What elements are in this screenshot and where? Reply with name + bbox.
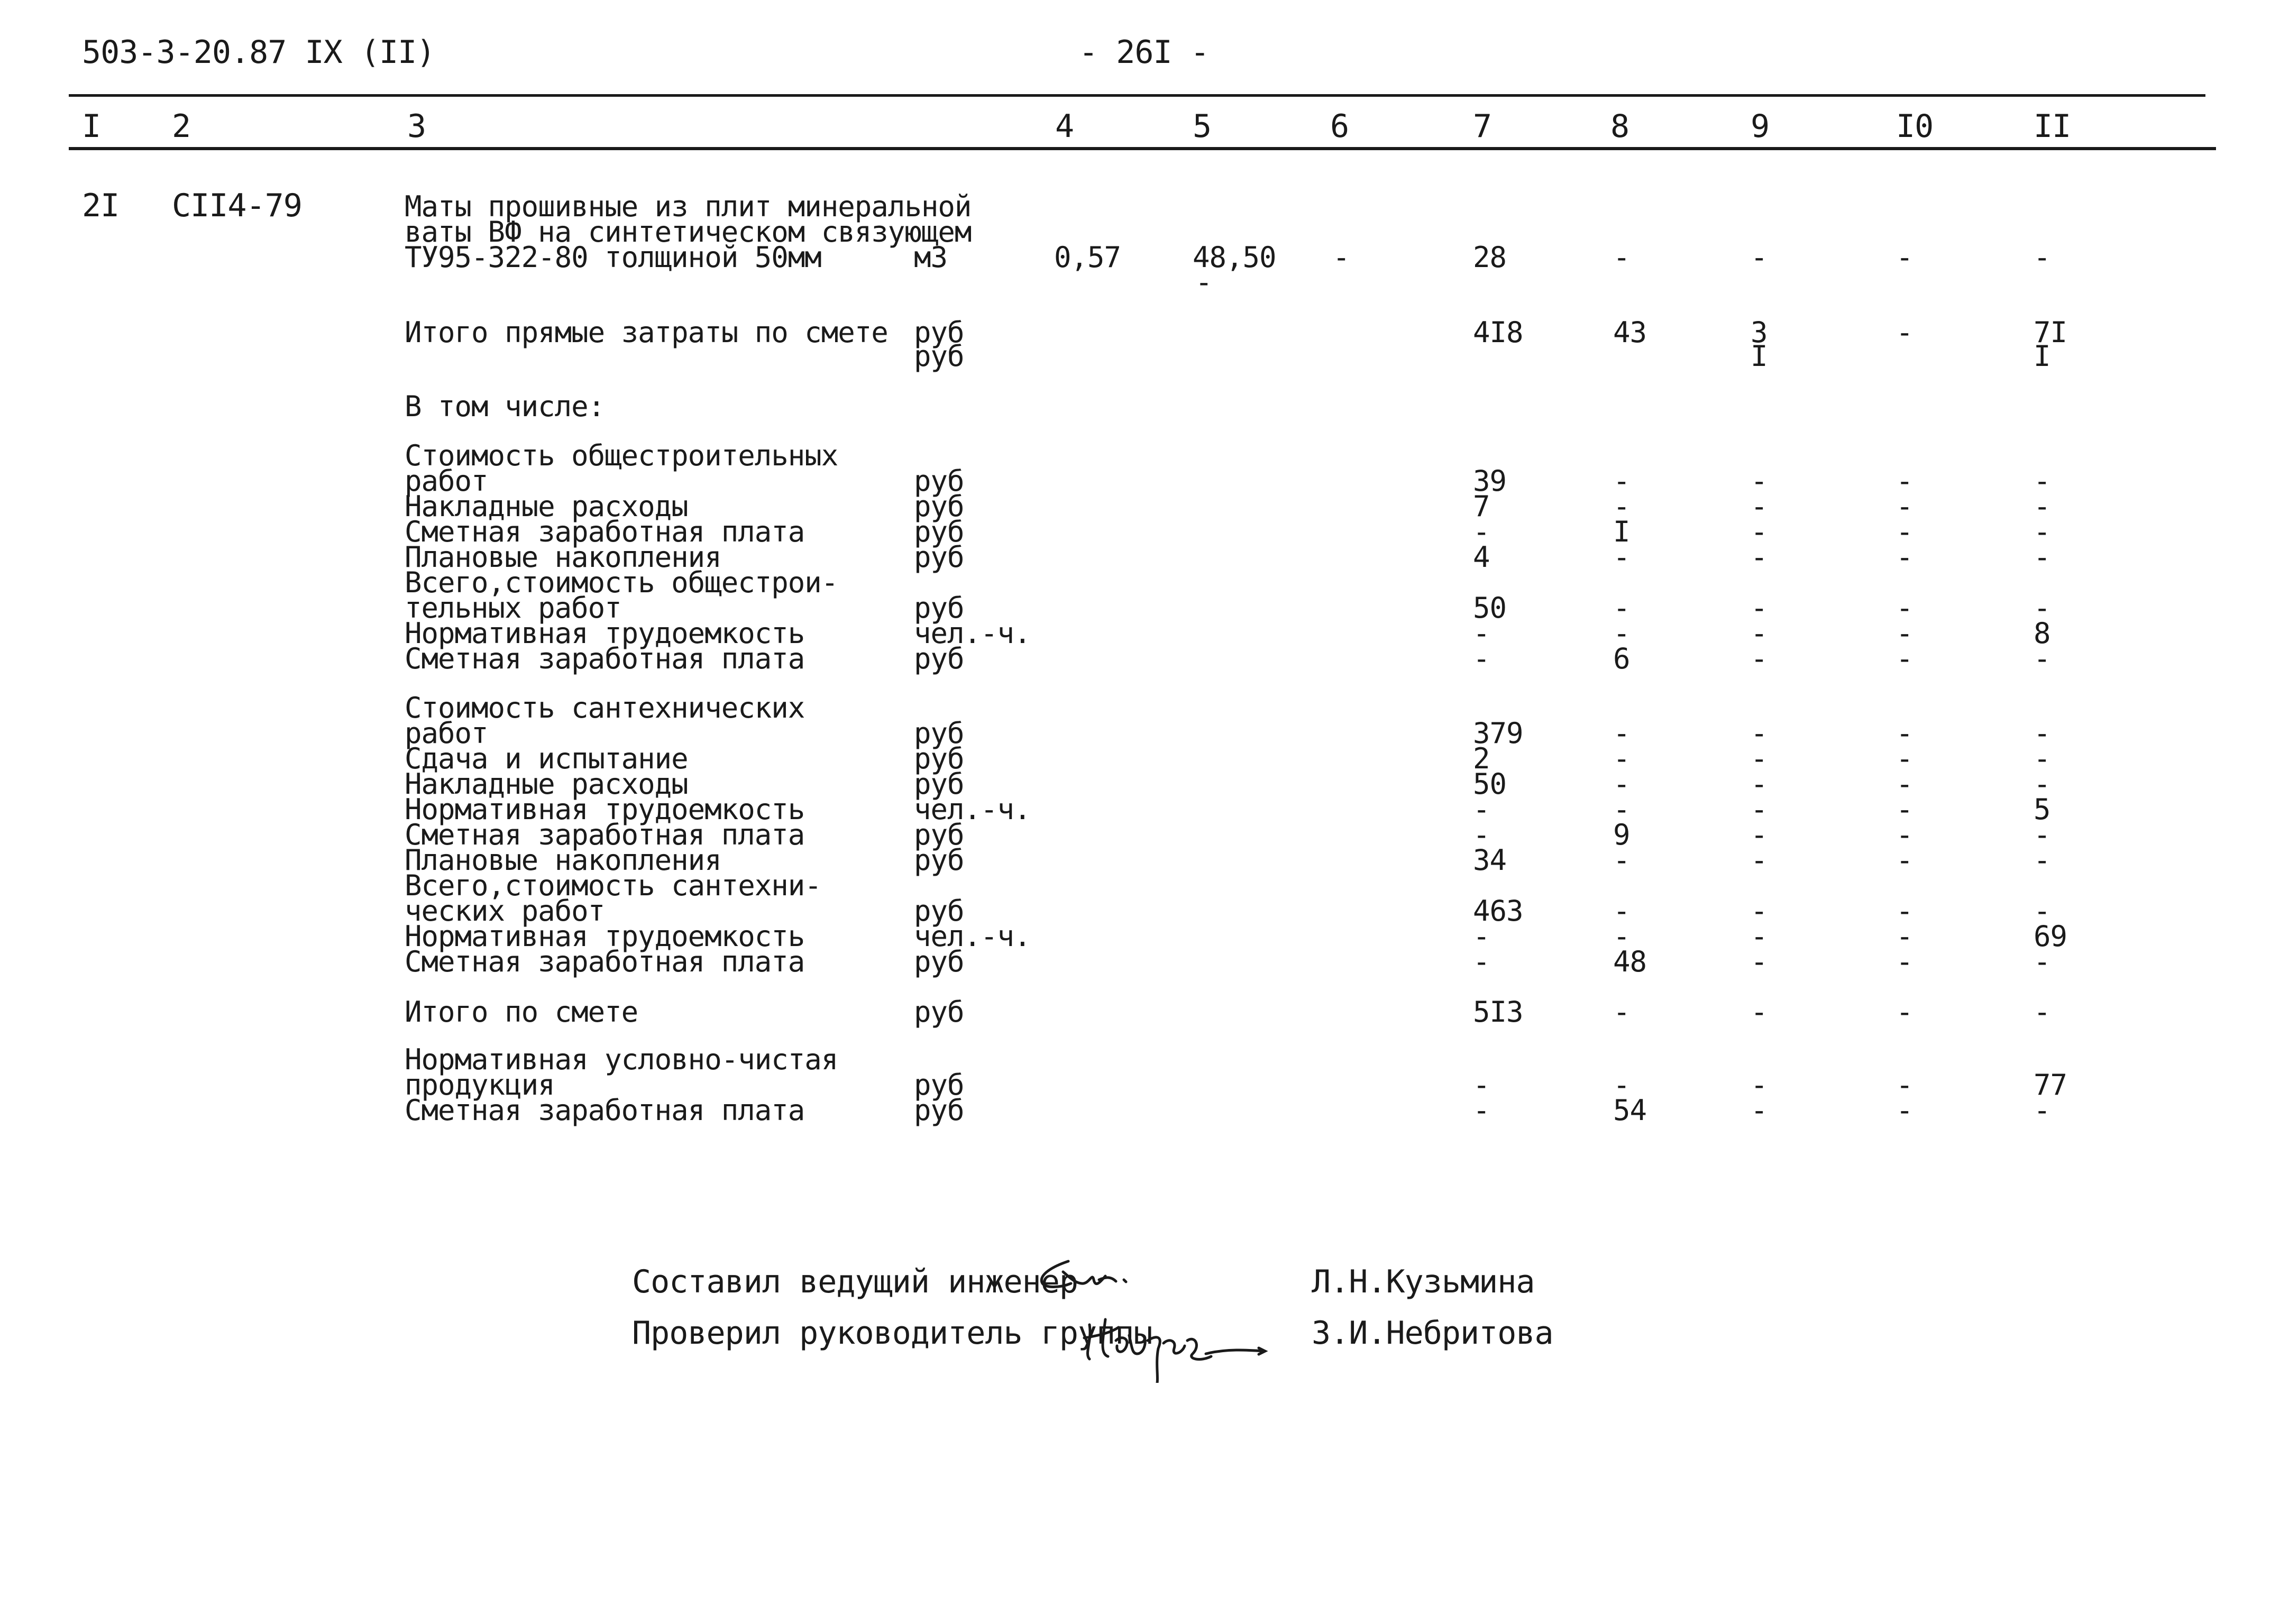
row-col9: -: [1751, 818, 1768, 851]
item-unit: м3: [914, 241, 948, 274]
column-header-7: 7: [1473, 108, 1492, 145]
row-col7: -: [1473, 515, 1490, 548]
row-label: работ: [405, 464, 488, 498]
row-col9: -: [1751, 1094, 1768, 1127]
row-col7: -: [1473, 945, 1490, 978]
row-label: Сметная заработная плата: [405, 515, 805, 548]
row-col11: 5: [2034, 793, 2050, 826]
row-col8: -: [1613, 464, 1630, 498]
page-number: - 26I -: [1079, 34, 1209, 71]
row-unit: руб: [914, 1068, 964, 1102]
item-col11: -: [2034, 241, 2050, 274]
row-col7: -: [1473, 617, 1490, 650]
row-label: Сметная заработная плата: [405, 818, 805, 851]
row-col7: -: [1473, 920, 1490, 953]
row-label: Нормативная трудоемкость: [405, 617, 805, 650]
row-col9: -: [1751, 920, 1768, 953]
total-direct-unit-2: руб: [914, 340, 964, 373]
row-unit: руб: [914, 767, 964, 801]
row-col7: 463: [1473, 894, 1523, 928]
row-col7: 379: [1473, 717, 1523, 750]
item-desc-line-2: ваты ВФ на синтетическом связующем: [405, 215, 972, 249]
item-desc-line-1: Маты прошивные из плит минеральной: [405, 190, 972, 223]
row-col11: -: [2034, 591, 2050, 625]
row-col8: -: [1613, 591, 1630, 625]
row-col7: -: [1473, 1094, 1490, 1127]
row-label: тельных работ: [405, 591, 621, 625]
row-label: Сметная заработная плата: [405, 945, 805, 978]
row-label: Стоимость сантехнических: [405, 691, 805, 724]
row-col10: -: [1896, 1094, 1913, 1127]
row-col11: -: [2034, 540, 2050, 574]
column-header-3: 3: [407, 108, 426, 145]
row-col10: -: [1896, 843, 1913, 877]
row-col10: -: [1896, 717, 1913, 750]
column-header-1: I: [82, 108, 101, 145]
column-header-6: 6: [1330, 108, 1349, 145]
row-col8: -: [1613, 843, 1630, 877]
total-direct-c8: 43: [1613, 316, 1647, 349]
row-col7: 4: [1473, 540, 1490, 574]
row-col8: I: [1613, 515, 1630, 548]
row-col9: -: [1751, 642, 1768, 675]
row-label: Всего,стоимость сантехни-: [405, 869, 821, 902]
row-col8: -: [1613, 617, 1630, 650]
column-header-9: 9: [1751, 108, 1770, 145]
row-label: ческих работ: [405, 894, 605, 928]
row-col9: -: [1751, 894, 1768, 928]
row-col10: -: [1896, 894, 1913, 928]
row-unit: руб: [914, 591, 964, 625]
row-label: Накладные расходы: [405, 767, 688, 801]
column-header-8: 8: [1610, 108, 1629, 145]
item-number: 2I: [82, 187, 120, 224]
item-price: 48,50: [1193, 241, 1276, 274]
row-unit: руб: [914, 843, 964, 877]
column-header-11: II: [2034, 108, 2071, 145]
row-col7: -: [1473, 642, 1490, 675]
compiled-signature-image: [1031, 1251, 1169, 1309]
checked-by-label: Проверил руководитель группы: [632, 1315, 1152, 1352]
row-col11: 77: [2034, 1068, 2067, 1102]
row-col9: -: [1751, 515, 1768, 548]
row-unit: чел.-ч.: [914, 793, 1031, 826]
row-label: Сметная заработная плата: [405, 1094, 805, 1127]
row-col8: 48: [1613, 945, 1647, 978]
row-label: Накладные расходы: [405, 490, 688, 523]
row-unit: руб: [914, 945, 964, 978]
compiled-by-name: Л.Н.Кузьмина: [1312, 1263, 1535, 1300]
total-estimate-label: Итого по смете: [405, 995, 638, 1029]
row-label: работ: [405, 717, 488, 750]
row-col8: -: [1613, 793, 1630, 826]
row-label: Сметная заработная плата: [405, 642, 805, 675]
row-col9: -: [1751, 793, 1768, 826]
row-unit: руб: [914, 717, 964, 750]
row-col10: -: [1896, 490, 1913, 523]
row-col9: -: [1751, 717, 1768, 750]
row-col8: 54: [1613, 1094, 1647, 1127]
row-label: Нормативная условно-чистая: [405, 1043, 838, 1076]
row-col7: 50: [1473, 767, 1507, 801]
checked-signature-image: [1079, 1304, 1285, 1383]
row-col10: -: [1896, 818, 1913, 851]
row-col8: -: [1613, 717, 1630, 750]
row-col11: -: [2034, 1094, 2050, 1127]
row-label: Стоимость общестроительных: [405, 439, 838, 472]
item-col7: 28: [1473, 241, 1507, 274]
row-col10: -: [1896, 617, 1913, 650]
row-col11: -: [2034, 894, 2050, 928]
row-col9: -: [1751, 490, 1768, 523]
row-col9: -: [1751, 540, 1768, 574]
row-col11: -: [2034, 767, 2050, 801]
total-direct-c9-line-2: I: [1751, 340, 1768, 373]
row-col9: -: [1751, 843, 1768, 877]
row-col11: -: [2034, 642, 2050, 675]
item-col6: -: [1333, 241, 1350, 274]
row-unit: чел.-ч.: [914, 617, 1031, 650]
row-col10: -: [1896, 742, 1913, 775]
total-direct-c9-line-1: 3: [1751, 316, 1768, 349]
row-col7: 2: [1473, 742, 1490, 775]
row-unit: чел.-ч.: [914, 920, 1031, 953]
row-label: Сдача и испытание: [405, 742, 688, 775]
total-estimate-col9: -: [1751, 995, 1768, 1029]
row-col8: -: [1613, 540, 1630, 574]
item-desc-line-3: ТУ95-322-80 толщиной 50мм: [405, 241, 821, 274]
total-direct-unit-1: руб: [914, 316, 964, 349]
total-direct-c10: -: [1896, 316, 1913, 349]
total-direct-c7: 4I8: [1473, 316, 1523, 349]
row-unit: руб: [914, 1094, 964, 1127]
total-estimate-col11: -: [2034, 995, 2050, 1029]
row-col10: -: [1896, 920, 1913, 953]
row-label: Нормативная трудоемкость: [405, 920, 805, 953]
row-col8: -: [1613, 1068, 1630, 1102]
row-label: Нормативная трудоемкость: [405, 793, 805, 826]
row-col8: -: [1613, 920, 1630, 953]
row-label: Плановые накопления: [405, 540, 721, 574]
item-code: CII4-79: [172, 187, 302, 224]
row-col7: 50: [1473, 591, 1507, 625]
row-col11: -: [2034, 464, 2050, 498]
row-col8: -: [1613, 894, 1630, 928]
row-label: Плановые накопления: [405, 843, 721, 877]
item-price-mark: -: [1195, 265, 1212, 299]
item-col8: -: [1613, 241, 1630, 274]
item-quantity: 0,57: [1054, 241, 1121, 274]
row-unit: руб: [914, 515, 964, 548]
row-col8: -: [1613, 742, 1630, 775]
compiled-by-label: Составил ведущий инженер: [632, 1263, 1078, 1300]
row-col11: -: [2034, 945, 2050, 978]
row-col11: 8: [2034, 617, 2050, 650]
row-col8: 6: [1613, 642, 1630, 675]
row-unit: руб: [914, 540, 964, 574]
row-label: продукция: [405, 1068, 555, 1102]
row-col10: -: [1896, 1068, 1913, 1102]
column-header-10: I0: [1896, 108, 1934, 145]
including-label: В том числе:: [405, 390, 605, 423]
row-col9: -: [1751, 464, 1768, 498]
row-col8: -: [1613, 767, 1630, 801]
row-unit: руб: [914, 464, 964, 498]
row-unit: руб: [914, 742, 964, 775]
total-estimate-col8: -: [1613, 995, 1630, 1029]
row-col8: -: [1613, 490, 1630, 523]
row-col10: -: [1896, 767, 1913, 801]
row-col11: -: [2034, 843, 2050, 877]
column-header-5: 5: [1193, 108, 1212, 145]
document-code: 503-3-20.87 IX (II): [82, 34, 435, 71]
row-col10: -: [1896, 642, 1913, 675]
row-col10: -: [1896, 591, 1913, 625]
row-col7: 39: [1473, 464, 1507, 498]
column-header-4: 4: [1055, 108, 1074, 145]
table-top-rule: [69, 94, 2205, 97]
row-col9: -: [1751, 767, 1768, 801]
row-col7: -: [1473, 793, 1490, 826]
row-col11: -: [2034, 515, 2050, 548]
item-col9: -: [1751, 241, 1768, 274]
row-unit: руб: [914, 894, 964, 928]
row-col9: -: [1751, 1068, 1768, 1102]
total-estimate-col10: -: [1896, 995, 1913, 1029]
total-estimate-unit: руб: [914, 995, 964, 1029]
row-col11: -: [2034, 818, 2050, 851]
row-col10: -: [1896, 540, 1913, 574]
row-col10: -: [1896, 464, 1913, 498]
row-unit: руб: [914, 642, 964, 675]
row-label: Всего,стоимость общестрои-: [405, 566, 838, 599]
row-col11: -: [2034, 717, 2050, 750]
row-col7: 34: [1473, 843, 1507, 877]
row-unit: руб: [914, 818, 964, 851]
total-estimate-col7: 5I3: [1473, 995, 1523, 1029]
row-col11: -: [2034, 742, 2050, 775]
total-direct-label: Итого прямые затраты по смете: [405, 316, 888, 349]
table-header-rule: [69, 147, 2216, 150]
row-col7: 7: [1473, 490, 1490, 523]
row-col7: -: [1473, 1068, 1490, 1102]
row-col7: -: [1473, 818, 1490, 851]
row-col10: -: [1896, 945, 1913, 978]
row-col9: -: [1751, 945, 1768, 978]
row-col8: 9: [1613, 818, 1630, 851]
row-col9: -: [1751, 742, 1768, 775]
column-header-2: 2: [172, 108, 191, 145]
total-direct-c11-line-1: 7I: [2034, 316, 2067, 349]
item-col10: -: [1896, 241, 1913, 274]
row-col9: -: [1751, 617, 1768, 650]
row-unit: руб: [914, 490, 964, 523]
total-direct-c11-line-2: I: [2034, 340, 2050, 373]
checked-by-name: З.И.Небритова: [1312, 1315, 1553, 1352]
row-col10: -: [1896, 793, 1913, 826]
row-col11: -: [2034, 490, 2050, 523]
row-col9: -: [1751, 591, 1768, 625]
row-col10: -: [1896, 515, 1913, 548]
row-col11: 69: [2034, 920, 2067, 953]
